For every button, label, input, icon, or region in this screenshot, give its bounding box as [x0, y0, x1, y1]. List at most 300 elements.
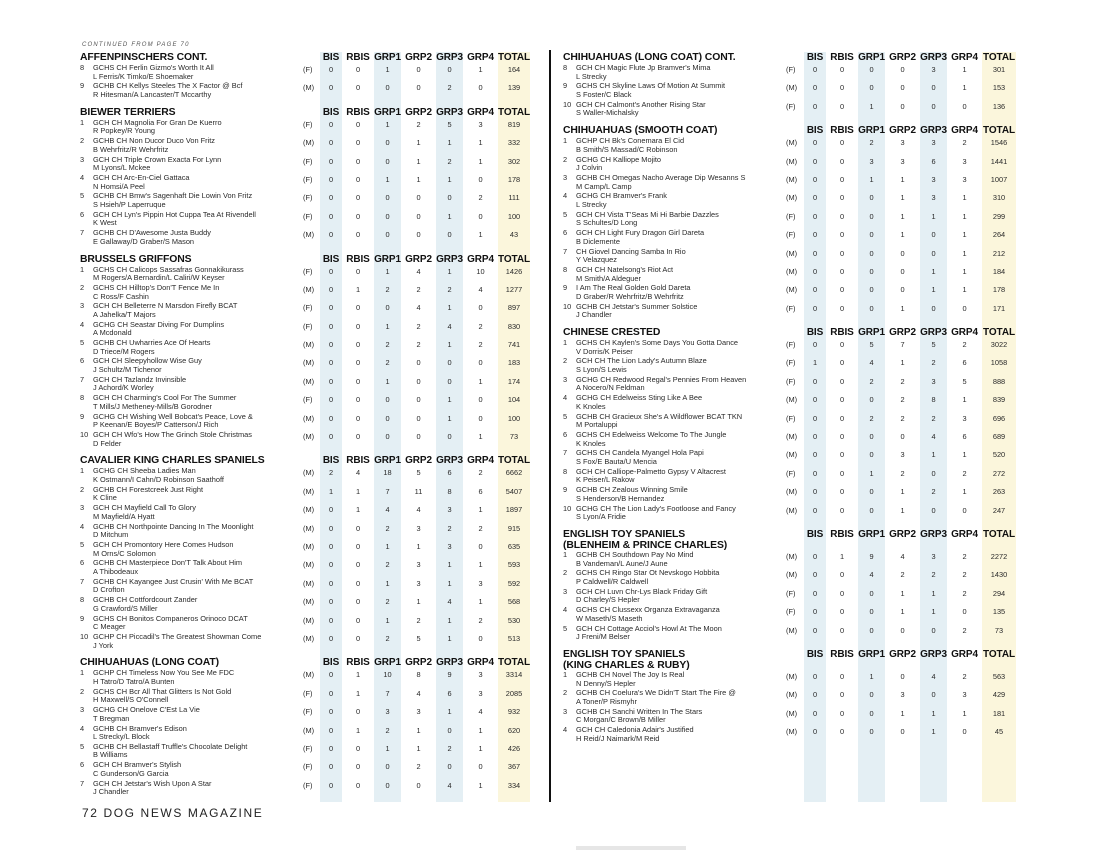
- stat-grp1: 1: [869, 671, 874, 681]
- column-header: BIS: [806, 52, 824, 63]
- column-header: GRP2: [889, 125, 916, 137]
- stat-grp3: 0: [447, 762, 452, 772]
- stat-rbis: 0: [839, 588, 845, 598]
- ranking-row: [563, 625, 1018, 643]
- stat-grp3: 1: [931, 708, 936, 718]
- stat-bis: 0: [812, 727, 818, 737]
- stat-grp2: 0: [416, 395, 421, 405]
- stat-total: 247: [992, 505, 1006, 515]
- owner-names: B Wehrfritz/R Wehrfritz: [93, 144, 169, 154]
- stat-grp3: 1: [931, 285, 936, 295]
- column-header: BIS: [806, 125, 824, 137]
- stat-bis: 0: [812, 708, 818, 718]
- stat-grp4: 1: [478, 432, 483, 442]
- stat-rbis: 0: [839, 248, 845, 258]
- stat-rbis: 0: [355, 266, 361, 276]
- stat-grp4: 1: [478, 743, 483, 753]
- sex-marker: (F): [303, 688, 313, 698]
- stat-grp4: 1: [478, 597, 483, 607]
- stat-total: 73: [509, 432, 519, 442]
- stat-grp3: 1: [931, 211, 936, 221]
- stat-grp2: 1: [900, 607, 905, 617]
- stat-grp4: 1: [478, 780, 483, 790]
- stat-bis: 0: [328, 432, 334, 442]
- ranking-row: [563, 551, 1018, 569]
- stat-total: 1058: [990, 358, 1008, 368]
- ranking-row: [80, 761, 532, 779]
- stat-values: [318, 323, 532, 332]
- sex-marker: (M): [303, 486, 315, 496]
- stat-total: 897: [507, 303, 521, 313]
- stat-bis: 0: [328, 670, 334, 680]
- stat-rbis: 0: [355, 358, 361, 368]
- dog-name: GCHB CH Bmw's Sagenhaft Die Lowin Von Fritz: [93, 191, 253, 201]
- stat-grp3: 0: [447, 725, 452, 735]
- ranking-row: [80, 725, 532, 743]
- sex-marker: (M): [786, 285, 798, 295]
- stat-grp2: 0: [900, 65, 905, 74]
- stat-grp1: 7: [385, 688, 390, 698]
- sex-marker: (M): [786, 551, 798, 561]
- stat-grp2: 2: [900, 413, 905, 423]
- column-header: RBIS: [830, 125, 854, 137]
- owner-names: T Bregman: [93, 713, 130, 723]
- breed-title: CHINESE CRESTED: [563, 327, 661, 339]
- stat-bis: 0: [812, 690, 818, 700]
- stat-grp2: 3: [900, 690, 905, 700]
- dog-name: GCHS CH Skyline Laws Of Motion At Summit: [576, 81, 726, 91]
- column-header: BIS: [806, 528, 824, 540]
- sex-marker: (F): [786, 588, 796, 598]
- rank-number: 3: [80, 705, 85, 715]
- sex-marker: (F): [786, 376, 796, 386]
- ranking-row: [563, 486, 1018, 504]
- owner-names: W Maseth/S Maseth: [576, 613, 643, 623]
- ranking-row: [563, 394, 1018, 412]
- rank-number: 4: [563, 725, 568, 735]
- stat-grp2: 0: [900, 727, 905, 737]
- stat-rbis: 0: [839, 570, 845, 580]
- stat-bis: 0: [328, 340, 334, 350]
- stat-total: 43: [509, 230, 519, 240]
- stat-grp4: 6: [478, 486, 483, 496]
- stat-grp2: 4: [416, 303, 421, 313]
- stat-grp1: 0: [869, 432, 874, 442]
- stat-bis: 0: [328, 578, 334, 588]
- column-headers: [318, 52, 532, 63]
- stat-rbis: 0: [355, 578, 361, 588]
- stat-grp2: 3: [416, 523, 421, 533]
- stat-total: 263: [992, 487, 1006, 497]
- stat-values: [318, 617, 532, 626]
- sex-marker: (M): [303, 633, 315, 643]
- ranking-row: [80, 413, 532, 431]
- column-header: GRP2: [405, 455, 432, 467]
- stat-values: [802, 470, 1018, 479]
- stat-bis: 0: [812, 607, 818, 617]
- dog-name: GCHS CH Bonitos Companeros Orinoco DCAT: [93, 613, 248, 623]
- stat-grp2: 4: [416, 505, 421, 515]
- owner-names: L Strecky: [576, 71, 607, 81]
- stat-rbis: 0: [839, 432, 845, 442]
- stat-grp3: 8: [447, 486, 452, 496]
- sex-marker: (M): [303, 358, 315, 368]
- stat-grp4: 10: [476, 266, 485, 276]
- sex-marker: (F): [303, 211, 313, 221]
- sex-marker: (M): [303, 340, 315, 350]
- stat-grp2: 0: [900, 83, 905, 93]
- stat-grp3: 1: [447, 174, 452, 184]
- stat-grp1: 1: [385, 321, 390, 331]
- rank-number: 9: [563, 283, 568, 293]
- stat-rbis: 0: [839, 727, 845, 737]
- stat-grp3: 5: [931, 340, 936, 350]
- stat-grp1: 0: [869, 248, 874, 258]
- stat-bis: 0: [812, 230, 818, 240]
- ranking-row: [80, 394, 532, 412]
- stat-values: [802, 194, 1018, 203]
- dog-name: GCHB CH Kellys Steeles The X Factor @ Bcf: [93, 81, 243, 91]
- stat-rbis: 0: [839, 450, 845, 460]
- rank-number: 5: [563, 411, 568, 421]
- stat-grp3: 6: [447, 468, 452, 478]
- column-header: GRP2: [405, 253, 432, 265]
- column-header: GRP1: [858, 52, 885, 63]
- owner-names: D Charley/S Hepler: [576, 595, 640, 605]
- stat-grp1: 0: [869, 65, 874, 74]
- stat-rbis: 0: [355, 211, 361, 221]
- rank-number: 6: [80, 558, 85, 568]
- stat-total: 104: [507, 395, 521, 405]
- stat-grp1: 0: [869, 727, 874, 737]
- stat-grp1: 0: [869, 83, 874, 93]
- column-header: GRP4: [467, 106, 494, 118]
- ranking-row: [80, 578, 532, 596]
- stat-total: 178: [507, 174, 521, 184]
- dog-name: GCH CH Magic Flute Jp Bramver's Mima: [576, 63, 711, 72]
- sex-marker: (M): [786, 193, 798, 203]
- ranking-row: [80, 137, 532, 155]
- stat-grp1: 1: [869, 101, 874, 111]
- dog-name: GCHS CH Bcr All That Glitters Is Not Gold: [93, 686, 232, 696]
- column-header: BIS: [322, 657, 340, 669]
- stat-total: 830: [507, 321, 521, 331]
- column-header: BIS: [322, 253, 340, 265]
- stat-rbis: 0: [839, 174, 845, 184]
- stat-grp2: 2: [900, 395, 905, 405]
- stat-grp1: 1: [385, 65, 390, 74]
- stat-grp3: 3: [931, 65, 936, 74]
- stat-grp2: 5: [416, 468, 421, 478]
- column-headers: [318, 254, 532, 265]
- stat-values: [318, 158, 532, 167]
- stat-values: [318, 139, 532, 148]
- stat-bis: 0: [328, 174, 334, 184]
- stat-rbis: 0: [839, 376, 845, 386]
- owner-names: J Chandler: [576, 310, 612, 320]
- ranking-row: [563, 413, 1018, 431]
- stat-total: 568: [507, 597, 521, 607]
- stat-bis: 0: [812, 487, 818, 497]
- stat-bis: 0: [812, 65, 818, 74]
- owner-names: B Diclemente: [576, 236, 620, 246]
- stat-total: 183: [507, 358, 521, 368]
- stat-grp1: 0: [869, 266, 874, 276]
- stat-grp2: 1: [416, 743, 421, 753]
- stat-grp4: 1: [478, 505, 483, 515]
- stat-total: 367: [507, 762, 521, 772]
- stat-total: 6662: [505, 468, 523, 478]
- stat-rbis: 1: [355, 670, 361, 680]
- rank-number: 3: [80, 503, 85, 513]
- ranking-row: [563, 174, 1018, 192]
- stat-values: [802, 415, 1018, 424]
- stat-values: [802, 488, 1018, 497]
- owner-names: E Gallaway/D Graber/S Mason: [93, 236, 195, 246]
- stat-grp1: 0: [869, 708, 874, 718]
- stat-rbis: 0: [839, 340, 845, 350]
- stat-grp3: 3: [447, 505, 452, 515]
- rank-number: 9: [80, 81, 85, 91]
- stat-grp1: 2: [869, 138, 874, 148]
- breed-title: ENGLISH TOY SPANIELS: [563, 648, 686, 660]
- dog-name: CH Giovel Dancing Samba In Rio: [576, 246, 686, 256]
- stat-grp3: 1: [447, 303, 452, 313]
- stat-rbis: 0: [839, 468, 845, 478]
- stat-grp3: 3: [931, 193, 936, 203]
- rank-number: 7: [80, 228, 85, 238]
- breed-title: CAVALIER KING CHARLES SPANIELS: [80, 455, 265, 467]
- sex-marker: (M): [303, 468, 315, 478]
- stat-bis: 0: [328, 230, 334, 240]
- sex-marker: (F): [786, 65, 796, 74]
- stat-grp1: 0: [869, 395, 874, 405]
- stat-rbis: 1: [355, 688, 361, 698]
- column-header: GRP3: [920, 528, 947, 540]
- stat-total: 135: [992, 607, 1006, 617]
- ranking-row: [563, 339, 1018, 357]
- stat-bis: 0: [812, 303, 818, 313]
- owner-names: S Lyon/A Fridie: [576, 512, 626, 522]
- stat-rbis: 0: [355, 707, 361, 717]
- sex-marker: (F): [303, 193, 313, 203]
- stat-grp3: 0: [447, 376, 452, 386]
- stat-values: [318, 341, 532, 350]
- stat-grp2: 2: [416, 284, 421, 294]
- stat-grp2: 3: [416, 707, 421, 717]
- stat-bis: 1: [812, 358, 818, 368]
- breed-subtitle: (BLENHEIM & PRINCE CHARLES): [563, 539, 728, 551]
- stat-rbis: 0: [839, 303, 845, 313]
- column-header: GRP3: [436, 253, 463, 265]
- owner-names: A Thibodeaux: [93, 566, 139, 576]
- stat-rbis: 1: [839, 551, 845, 561]
- stat-total: 530: [507, 615, 521, 625]
- column-headers: [802, 529, 1018, 540]
- ranking-row: [563, 569, 1018, 587]
- stat-grp3: 1: [447, 633, 452, 643]
- dog-name: GCHS CH Calicops Sassafras Gonnakikurass: [93, 264, 244, 274]
- stat-values: [318, 378, 532, 387]
- dog-name: GCHB CH Coelura's We Didn'T Start The Fire @: [576, 688, 736, 698]
- stat-grp3: 1: [447, 560, 452, 570]
- rank-number: 1: [563, 338, 568, 348]
- sex-marker: (M): [303, 670, 315, 680]
- sex-marker: (F): [786, 413, 796, 423]
- stat-grp4: 5: [962, 376, 967, 386]
- rank-number: 3: [563, 586, 568, 596]
- stat-values: [802, 305, 1018, 314]
- stat-grp1: 7: [385, 486, 390, 496]
- column-header: RBIS: [346, 106, 370, 118]
- column-headers: [802, 52, 1018, 63]
- column-header: GRP1: [374, 455, 401, 467]
- column-header: TOTAL: [498, 253, 530, 265]
- column-header: RBIS: [830, 528, 854, 540]
- stat-grp1: 0: [869, 303, 874, 313]
- stat-grp4: 0: [478, 358, 483, 368]
- stat-grp4: 1: [962, 395, 967, 405]
- stat-rbis: 0: [355, 138, 361, 148]
- rank-number: 10: [563, 99, 572, 109]
- sex-marker: (M): [303, 230, 315, 240]
- owner-names: K West: [93, 218, 117, 228]
- rank-number: 4: [80, 172, 85, 182]
- owner-names: J Achord/K Worley: [93, 383, 154, 393]
- owner-names: N Homsi/A Peel: [93, 181, 145, 191]
- stat-total: 1546: [990, 138, 1008, 148]
- owner-names: C Gunderson/G Garcia: [93, 768, 169, 778]
- dog-name: GCHB CH Uwharries Ace Of Hearts: [93, 338, 211, 348]
- column-header: GRP4: [951, 125, 978, 137]
- ranking-row: [563, 192, 1018, 210]
- ranking-row: [80, 174, 532, 192]
- rank-number: 4: [563, 393, 568, 403]
- dog-name: GCHB CH Kayangee Just Crusin' With Me BCAT: [93, 576, 254, 586]
- stat-bis: 0: [328, 83, 334, 93]
- stat-rbis: 0: [355, 193, 361, 203]
- ranking-row: [563, 82, 1018, 100]
- stat-values: [318, 66, 532, 75]
- rank-number: 5: [563, 623, 568, 633]
- stat-values: [802, 710, 1018, 719]
- stat-grp1: 0: [385, 303, 390, 313]
- dog-name: GCH CH Promontory Here Comes Hudson: [93, 539, 234, 549]
- stat-bis: 2: [328, 468, 334, 478]
- stat-grp1: 0: [869, 505, 874, 515]
- dog-name: GCHB CH Gracieux She's A Wildflower BCAT TKN: [576, 411, 743, 421]
- sex-marker: (F): [303, 707, 313, 717]
- sex-marker: (F): [303, 743, 313, 753]
- column-header: GRP2: [405, 52, 432, 63]
- dog-name: GCHG CH Sheeba Ladies Man: [93, 466, 196, 476]
- stat-rbis: 0: [355, 376, 361, 386]
- stat-values: [802, 286, 1018, 295]
- stat-bis: 0: [812, 588, 818, 598]
- owner-names: P Keenan/E Boyes/P Catterson/J Rich: [93, 420, 219, 430]
- stat-grp4: 3: [962, 690, 967, 700]
- stat-grp3: 4: [447, 780, 452, 790]
- stat-total: 153: [992, 83, 1006, 93]
- stat-values: [802, 158, 1018, 167]
- stat-grp3: 0: [931, 690, 936, 700]
- stat-grp3: 1: [447, 395, 452, 405]
- stat-grp1: 0: [869, 211, 874, 221]
- stat-rbis: 1: [355, 486, 361, 496]
- stat-bis: 0: [812, 450, 818, 460]
- dog-name: GCH CH Natelsong's Riot Act: [576, 264, 674, 274]
- owner-names: D Felder: [93, 438, 122, 448]
- owner-names: S Lyon/S Lewis: [576, 365, 627, 375]
- rank-number: 4: [80, 319, 85, 329]
- stat-rbis: 0: [839, 413, 845, 423]
- stat-grp3: 0: [931, 248, 936, 258]
- rank-number: 1: [563, 549, 568, 559]
- stat-grp2: 0: [900, 625, 905, 635]
- dog-name: GCHP CH Bk's Conemara El Cid: [576, 136, 685, 146]
- stat-rbis: 0: [839, 211, 845, 221]
- dog-name: GCH CH Caledonia Adair's Justified: [576, 725, 694, 735]
- stat-total: 299: [992, 211, 1006, 221]
- dog-name: GCHB CH Masterpiece Don'T Talk About Him: [93, 558, 243, 568]
- stat-values: [802, 433, 1018, 442]
- stat-values: [802, 213, 1018, 222]
- owner-names: J Chandler: [93, 787, 129, 797]
- rank-number: 4: [563, 605, 568, 615]
- stat-grp2: 0: [900, 285, 905, 295]
- stat-grp3: 1: [931, 450, 936, 460]
- column-header: GRP2: [889, 327, 916, 339]
- stat-grp4: 1: [962, 487, 967, 497]
- stat-grp4: 2: [478, 321, 483, 331]
- stat-grp2: 3: [900, 156, 905, 166]
- stat-grp4: 1: [478, 65, 483, 74]
- stat-values: [318, 84, 532, 93]
- stat-grp4: 0: [962, 607, 967, 617]
- stat-values: [318, 782, 532, 791]
- stat-bis: 0: [812, 101, 818, 111]
- rank-number: 6: [80, 356, 85, 366]
- ranking-row: [563, 449, 1018, 467]
- stat-total: 915: [507, 523, 521, 533]
- sex-marker: (F): [303, 321, 313, 331]
- stat-grp4: 0: [478, 83, 483, 93]
- stat-total: 181: [992, 708, 1006, 718]
- rank-number: 6: [563, 228, 568, 238]
- stat-bis: 0: [328, 725, 334, 735]
- stat-bis: 0: [812, 248, 818, 258]
- stat-bis: 0: [812, 340, 818, 350]
- stat-values: [802, 451, 1018, 460]
- dog-name: GCHP CH Piccadil's The Greatest Showman Come: [93, 631, 262, 641]
- stat-grp3: 0: [447, 432, 452, 442]
- ranking-row: [563, 101, 1018, 119]
- dog-name: GCH CH Mayfield Call To Glory: [93, 503, 196, 513]
- stat-grp1: 0: [869, 450, 874, 460]
- ranking-row: [80, 302, 532, 320]
- stat-rbis: 0: [839, 358, 845, 368]
- stat-grp3: 0: [931, 625, 936, 635]
- column-header: TOTAL: [983, 528, 1015, 540]
- rank-number: 8: [80, 63, 85, 72]
- rank-number: 5: [563, 209, 568, 219]
- dog-name: GCH CH Sleepyhollow Wise Guy: [93, 356, 202, 366]
- stat-grp1: 2: [385, 597, 390, 607]
- stat-total: 1277: [505, 284, 523, 294]
- stat-bis: 0: [812, 266, 818, 276]
- stat-grp4: 2: [962, 138, 967, 148]
- rank-number: 1: [80, 466, 85, 476]
